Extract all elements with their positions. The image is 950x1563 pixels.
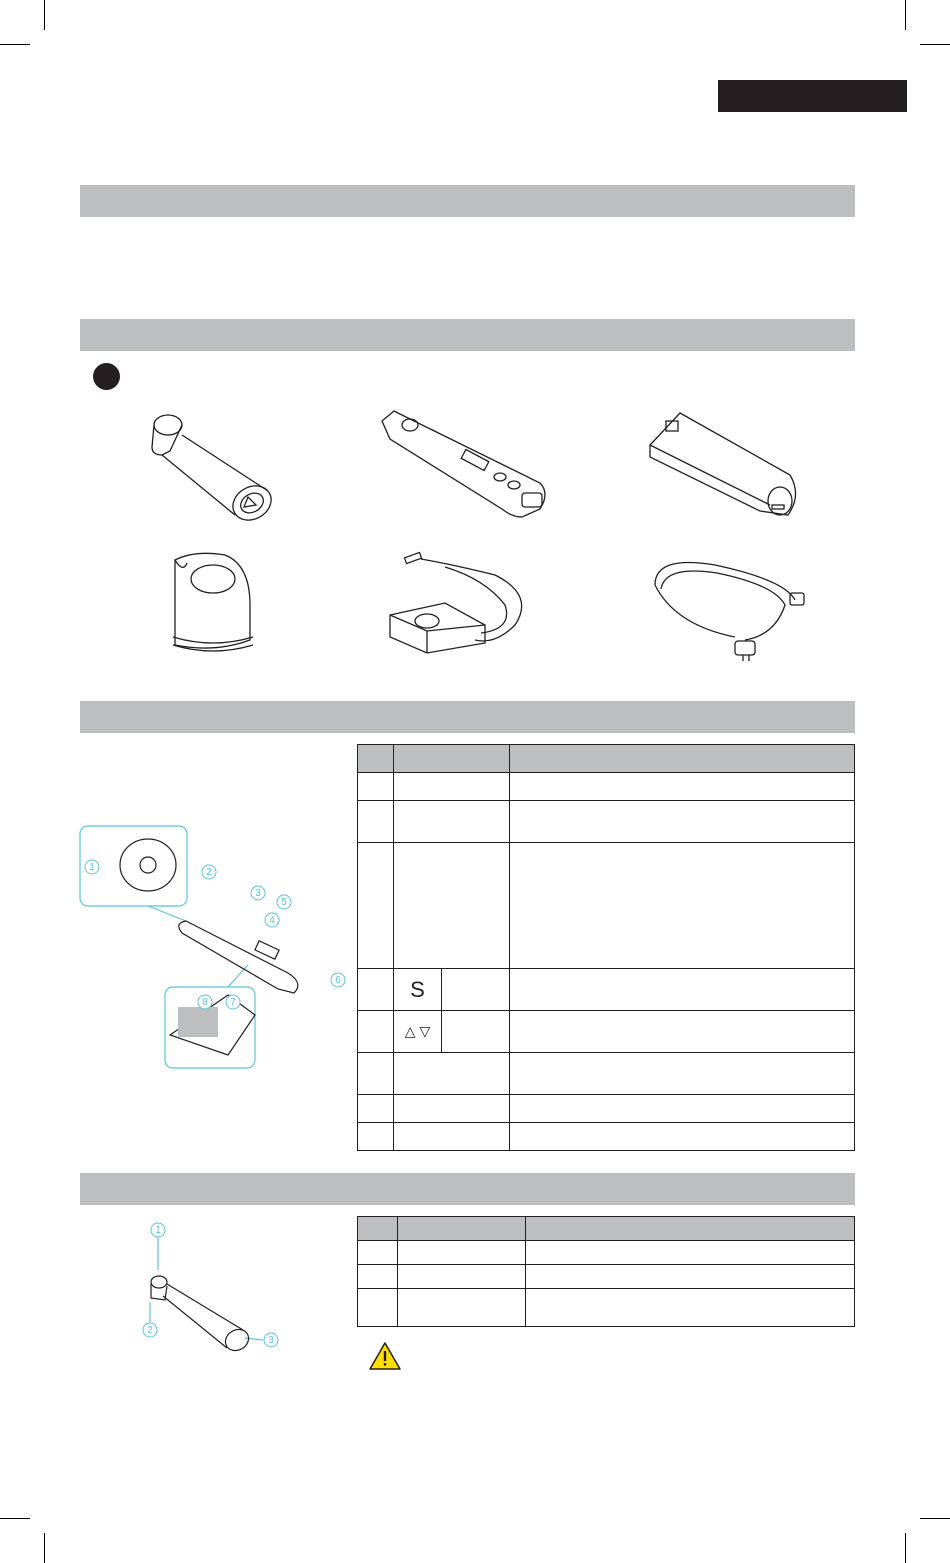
crop-mark (905, 0, 906, 30)
section-bar-package-contents (80, 319, 855, 351)
callout-4: 4 (269, 915, 275, 926)
contra-angle-callout-figure (135, 1222, 285, 1352)
motor-handpiece-table (357, 744, 855, 1151)
crop-mark (905, 1533, 906, 1563)
motor-handpiece-callout-figure (78, 825, 350, 1070)
section-bar-introduction (80, 185, 855, 217)
charging-stand-icon (165, 545, 275, 660)
crop-mark (44, 1533, 45, 1563)
callout-7: 7 (230, 997, 236, 1008)
table-row (358, 843, 855, 969)
warning-icon (368, 1341, 402, 1371)
contra-angle-handpiece-icon (140, 405, 285, 530)
callout-6: 6 (335, 975, 341, 986)
crop-mark (920, 44, 950, 45)
motor-handpiece-icon (372, 405, 557, 523)
callout-3: 3 (268, 1335, 274, 1346)
table-row (358, 1053, 855, 1095)
crop-mark (44, 0, 45, 30)
table-row (358, 1265, 855, 1289)
callout-1: 1 (155, 1225, 161, 1236)
table-row (358, 1123, 855, 1151)
ac-adapter-icon (385, 545, 535, 660)
section-bar-motor-handpiece (80, 701, 855, 733)
callout-2: 2 (206, 867, 212, 878)
table-row (358, 969, 855, 1011)
callout-8: 8 (202, 997, 208, 1008)
callout-3: 3 (255, 888, 261, 899)
symbol-up-down: △ ▽ (394, 1011, 442, 1053)
callout-2: 2 (147, 1325, 153, 1336)
table-row (358, 1289, 855, 1327)
battery-icon (640, 405, 810, 523)
callout-5: 5 (281, 897, 287, 908)
language-tab (718, 80, 907, 112)
section-badge (93, 363, 120, 390)
symbol-s: S (394, 969, 442, 1011)
crop-mark (0, 44, 30, 45)
table-row (358, 773, 855, 801)
table-row (358, 1095, 855, 1123)
table-row (358, 801, 855, 843)
table-row (358, 1011, 855, 1053)
contra-angle-table (357, 1216, 855, 1327)
power-cord-icon (635, 545, 815, 665)
table-row (358, 1241, 855, 1265)
crop-mark (920, 1518, 950, 1519)
callout-1: 1 (89, 862, 95, 873)
section-bar-contra-angle (80, 1173, 855, 1205)
crop-mark (0, 1518, 30, 1519)
